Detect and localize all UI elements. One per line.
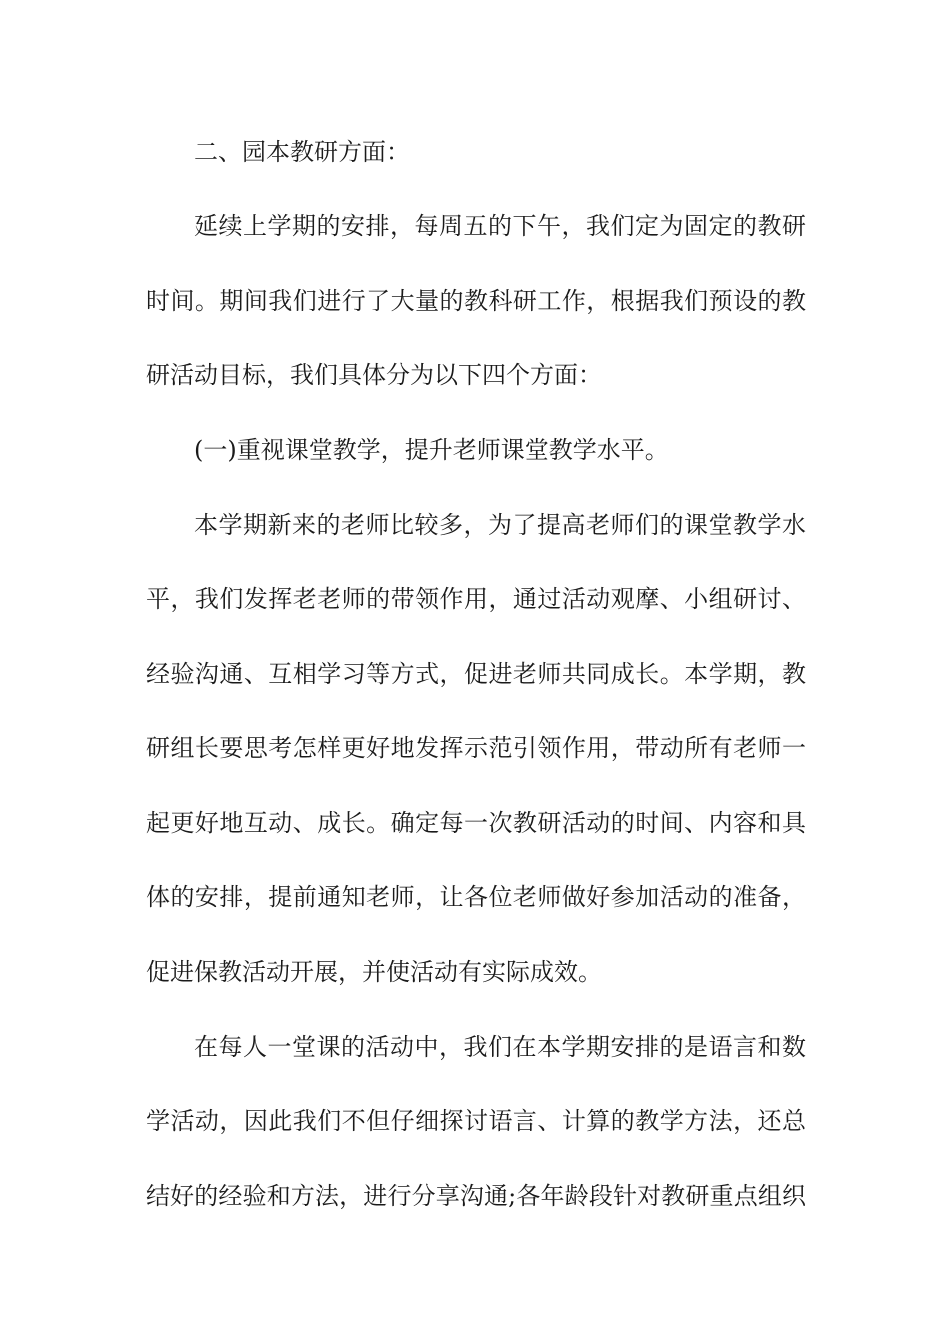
paragraph-line: 促进保教活动开展，并使活动有实际成效。	[146, 958, 602, 986]
paragraph-line: 学活动，因此我们不但仔细探讨语言、计算的教学方法，还总	[146, 1107, 806, 1135]
section-heading: 二、园本教研方面：	[194, 138, 410, 166]
paragraph-line: 在每人一堂课的活动中，我们在本学期安排的是语言和数	[194, 1033, 806, 1061]
paragraph-line: 研组长要思考怎样更好地发挥示范引领作用，带动所有老师一	[146, 734, 806, 762]
paragraph-line: 体的安排，提前通知老师，让各位老师做好参加活动的准备，	[146, 883, 806, 911]
paragraph-line: 平，我们发挥老老师的带领作用，通过活动观摩、小组研讨、	[146, 585, 806, 613]
paragraph-line: 起更好地互动、成长。确定每一次教研活动的时间、内容和具	[146, 809, 806, 837]
paragraph-line: 经验沟通、互相学习等方式，促进老师共同成长。本学期，教	[146, 660, 806, 688]
subsection-heading: (一)重视课堂教学，提升老师课堂教学水平。	[194, 436, 669, 464]
paragraph-line: 本学期新来的老师比较多，为了提高老师们的课堂教学水	[194, 511, 806, 539]
paragraph-line: 时间。期间我们进行了大量的教科研工作，根据我们预设的教	[146, 287, 806, 315]
paragraph-line: 研活动目标，我们具体分为以下四个方面：	[146, 361, 602, 389]
paragraph-line: 延续上学期的安排，每周五的下午，我们定为固定的教研	[194, 212, 806, 240]
paragraph-line: 结好的经验和方法，进行分享沟通;各年龄段针对教研重点组织	[146, 1182, 806, 1210]
